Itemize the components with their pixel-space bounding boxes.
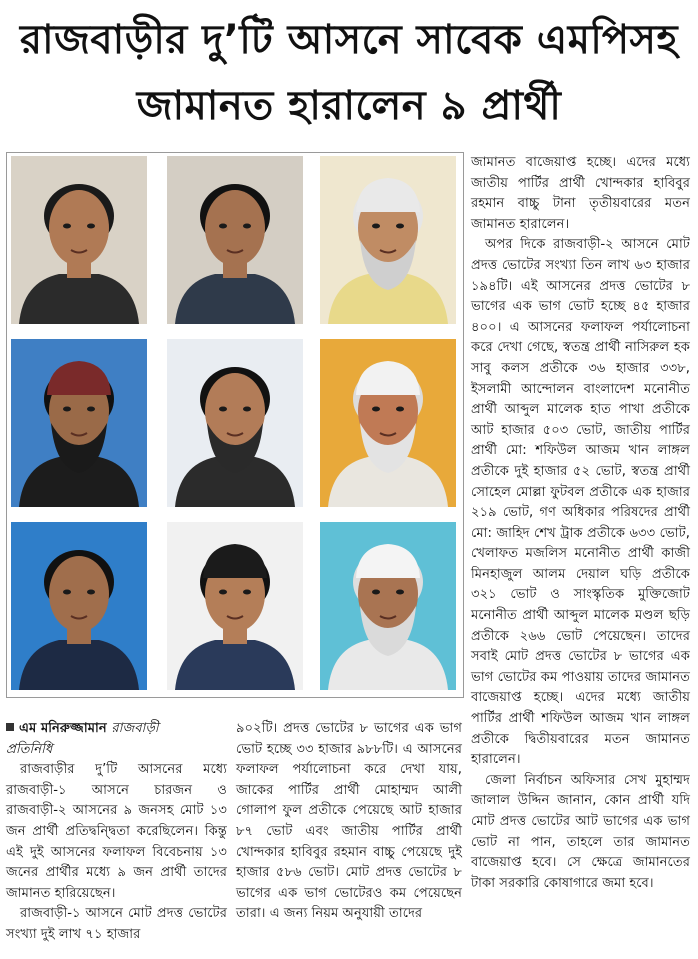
candidate-photo-4-image xyxy=(11,339,147,507)
bullet-icon xyxy=(6,723,14,731)
candidate-photo-7-image xyxy=(11,522,147,690)
paragraph: ৯০২টি। প্রদত্ত ভোটের ৮ ভাগের এক ভাগ ভোট হচ্ছে ৩৩ হাজার ৯৮৮টি। এ আসনের ফলাফল পর্যালোচনা করে দেখা যায়, জাকের পার্টির প্রার্থী মোহাম্মদ আলী গোলাপ ফুল প্রতীকে পেয়েছে আট হাজার ৮৭ ভোট এবং জাতীয় পার্টির প্রার্থী খোন্দকার হাবিবুর রহমান বাচ্চু পেয়েছে দুই হাজার ৫৮৬ ভোট। মোট প্রদত্ত ভোটের ৮ ভাগের এক ভাগ ভোটেরও কম পেয়েছেন তারা। এ জন্য নিয়ম অনুযায়ী তাদের xyxy=(236,721,462,922)
candidate-photo-6-image xyxy=(320,339,456,507)
candidate-photo-grid xyxy=(6,152,464,698)
headline xyxy=(0,0,698,140)
paragraph: অপর দিকে রাজবাড়ী-২ আসনে মোট প্রদত্ত ভোটের সংখ্যা তিন লাখ ৬৩ হাজার ১৯৪টি। এই আসনের প্রদত্ত ভোটের ৮ ভাগের এক ভাগ ভোট হচ্ছে ৪৫ হাজার ৪০০। এ আসনের ফলাফল পর্যালোচনা করে দেখা গেছে, স্বতন্ত্র প্রার্থী নাসিরুল হক সাবু কলস প্রতীকে ৩৬ হাজার ৩৩৮, ইসলামী আন্দোলন বাংলাদেশ মনোনীত প্রার্থী আব্দুল মালেক হাত পাখা প্রতীকে আট হাজার ৫০৩ ভোট, জাতীয় পার্টির প্রার্থী মো: শফিউল আজম খান লাঙ্গল প্রতীকে দুই হাজার ৫২ ভোট, স্বতন্ত্র প্রার্থী সোহেল মোল্লা ফুটবল প্রতীকে এক হাজার ২১৯ ভোট, গণ অধিকার পরিষদের প্রার্থী মো: জাহিদ শেখ ট্রাক প্রতীকে ৬৩৩ ভোট, খেলাফত মজলিস মনোনীত প্রার্থী কাজী মিনহাজুল আলম দেয়াল ঘড়ি প্রতীকে ৩২১ ভোট ও সাংস্কৃতিক মুক্তিজোট মনোনীত প্রার্থী আব্দুল মালেক মণ্ডল ছড়ি প্রতীকে ২৬৬ ভোট পেয়েছেন। তাদের সবাই মোট প্রদত্ত ভোটের ৮ ভাগের এক ভাগ ভোটের কম পাওয়ায় তাদের জামানত বাজেয়াপ্ত হচ্ছে। এদের মধ্যে জাতীয় পার্টির প্রার্থী শফিউল আজম খান লাঙ্গল প্রতীকে দ্বিতীয়বারের মতন জামানত হারালেন। xyxy=(471,237,690,768)
candidate-photo-3 xyxy=(320,156,456,324)
paragraph: জামানত বাজেয়াপ্ত হচ্ছে। এদের মধ্যে জাতীয় পার্টির প্রার্থী খোন্দকার হাবিবুর রহমান বাচ্চু টানা তৃতীয়বারের মতন জামানত হারালেন। xyxy=(471,155,690,232)
byline-role: প্রতিনিধি xyxy=(6,741,53,757)
candidate-photo-5-image xyxy=(167,339,303,507)
candidate-photo-3-image xyxy=(320,156,456,324)
paragraph: রাজবাড়ীর দু’টি আসনের মধ্যে রাজবাড়ী-১ আসনে চারজন ও রাজবাড়ী-২ আসনের ৯ জনসহ মোট ১৩ জন প্রার্থী প্রতিদ্বন্দ্বিতা করেছিলেন। কিন্তু এই দুই আসনের ফলাফল বিবেচনায় ১৩ জনের প্রার্থীর মধ্যে ৯ জন প্রার্থী তাদের জামানত হারিয়েছেন। xyxy=(6,762,227,901)
candidate-photo-9-image xyxy=(320,522,456,690)
candidate-photo-2-image xyxy=(167,156,303,324)
candidate-photo-4 xyxy=(11,339,147,507)
candidate-photo-8 xyxy=(167,522,303,690)
candidate-photo-7 xyxy=(11,522,147,690)
article-column-2 xyxy=(236,719,462,925)
byline-place: রাজবাড়ী xyxy=(111,721,159,736)
candidate-photo-8-image xyxy=(167,522,303,690)
byline-name: এম মনিরুজ্জামান xyxy=(19,721,107,736)
paragraph: রাজবাড়ী-১ আসনে মোট প্রদত্ত ভোটের সংখ্যা দুই লাখ ৭১ হাজার xyxy=(6,906,227,942)
headline-line-1: রাজবাড়ীর দু’টি আসনে সাবেক এমপিসহ xyxy=(20,17,678,63)
article-column-1 xyxy=(6,719,227,946)
paragraph: জেলা নির্বাচন অফিসার সেখ মুহাম্মদ জালাল উদ্দিন জানান, কোন প্রার্থী যদি মোট প্রদত্ত ভোটের আট ভাগের এক ভাগ ভোট না পান, তাহলে তার জামানত বাজেয়াপ্ত হবে। সে ক্ষেত্রে জামানতের টাকা সরকারি কোষাগারে জমা হবে। xyxy=(471,772,690,891)
headline-line-2: জামানত হারালেন ৯ প্রার্থী xyxy=(136,83,562,129)
candidate-photo-9 xyxy=(320,522,456,690)
article-column-3 xyxy=(471,153,690,894)
candidate-photo-1-image xyxy=(11,156,147,324)
candidate-photo-1 xyxy=(11,156,147,324)
candidate-photo-5 xyxy=(167,339,303,507)
candidate-photo-2 xyxy=(167,156,303,324)
byline xyxy=(6,719,227,740)
candidate-photo-6 xyxy=(320,339,456,507)
